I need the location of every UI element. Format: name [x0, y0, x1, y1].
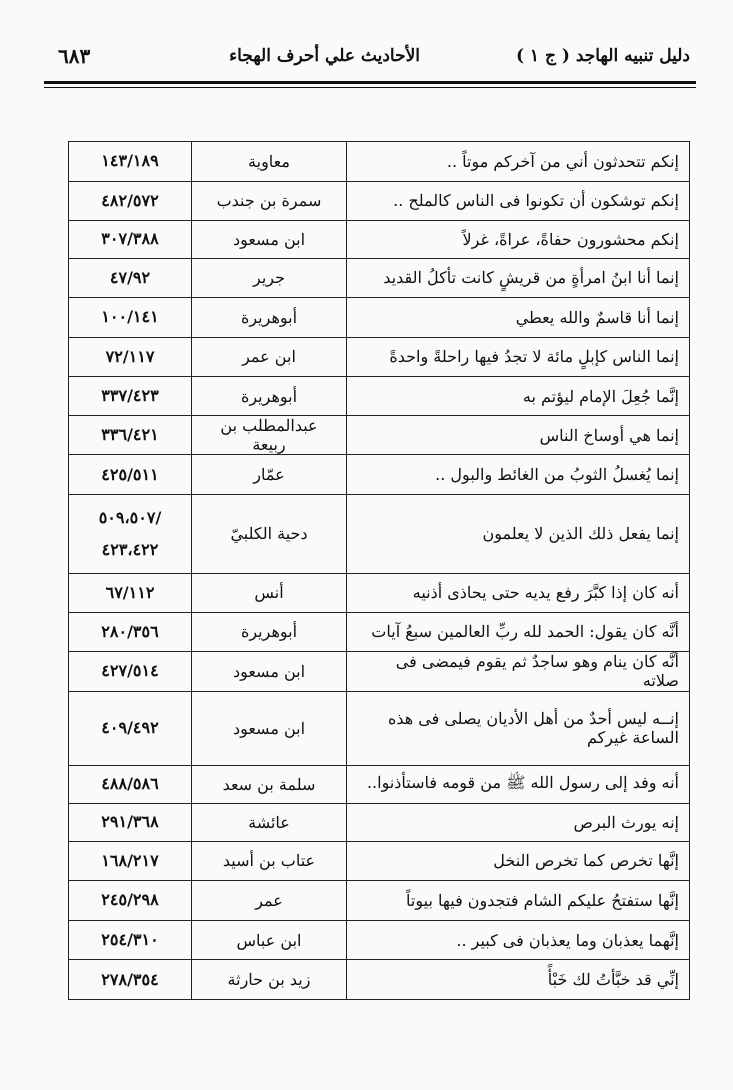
reference-number: ٦٧/١١٢ [105, 582, 155, 602]
reference-number: ٤٨٨/٥٨٦ [101, 774, 159, 794]
reference-cell [69, 881, 192, 921]
hadith-text: إنه يورث البرص [347, 804, 690, 842]
hadith-text: إنكم توشكون أن تكونوا فى الناس كالملح .. [347, 181, 690, 221]
narrator: ابن مسعود [192, 221, 347, 259]
table-row [69, 221, 690, 259]
hadith-text: إنــه ليس أحدٌ من أهل الأديان يصلى فى هذه الساعة غيركم [347, 691, 690, 765]
reference-cell [69, 258, 192, 298]
reference-number: ٤٢٧/٥١٤ [101, 661, 159, 681]
reference-number: ٤٨٢/٥٧٢ [101, 190, 159, 210]
reference-cell [69, 920, 192, 960]
narrator: عتاب بن أسيد [192, 841, 347, 881]
table-row [69, 573, 690, 612]
table-row [69, 258, 690, 298]
reference-cell [69, 691, 192, 765]
narrator: زيد بن حارثة [192, 960, 347, 1000]
hadith-text: إنما هي أوساخ الناس [347, 415, 690, 455]
table-row [69, 765, 690, 804]
table-row [69, 455, 690, 495]
narrator: سلمة بن سعد [192, 765, 347, 804]
reference-number: ٢٧٨/٣٥٤ [101, 969, 159, 989]
reference-number: ٢٤٥/٢٩٨ [101, 890, 159, 910]
reference-number: ٧٢/١١٧ [105, 346, 155, 366]
reference-number: ٣٣٧/٤٢٣ [101, 386, 159, 406]
table-row [69, 804, 690, 842]
hadith-text: إنما يفعل ذلك الذين لا يعلمون [347, 494, 690, 573]
table-row [69, 841, 690, 881]
reference-cell [69, 337, 192, 377]
page-header [50, 42, 690, 72]
reference-number: ٢٥٤/٣١٠ [101, 930, 159, 950]
hadith-text: إنكم محشورون حفاةً، عراةً، غرلاً [347, 221, 690, 259]
hadith-text: إنَّما جُعِلَ الإمام ليؤتم به [347, 377, 690, 416]
narrator: عائشة [192, 804, 347, 842]
reference-number: ٢٩١/٣٦٨ [101, 812, 159, 832]
reference-cell [69, 181, 192, 221]
narrator: أبوهريرة [192, 298, 347, 338]
reference-cell [69, 612, 192, 652]
reference-cell [69, 298, 192, 338]
reference-cell [69, 652, 192, 692]
hadith-table-body [69, 142, 690, 1000]
narrator: دحية الكلبيّ [192, 494, 347, 573]
page-number: ٦٨٣ [58, 44, 91, 68]
reference-number: ٣٠٧/٣٨٨ [101, 229, 159, 249]
reference-cell [69, 455, 192, 495]
reference-number: ٤٢٥/٥١١ [101, 464, 159, 484]
hadith-text: إنِّي قد خبَّأتُ لك خَبْأً [347, 960, 690, 1000]
section-title: الأحاديث علي أحرف الهجاء [229, 46, 420, 66]
reference-cell [69, 377, 192, 416]
reference-cell [69, 221, 192, 259]
table-row [69, 142, 690, 182]
hadith-text: أنَّه كان ينام وهو ساجدٌ ثم يقوم فيمضى فى صلاته [347, 652, 690, 692]
reference-number: ٤٠٩/٤٩٢ [101, 718, 159, 738]
hadith-text: إنما أنا قاسمٌ والله يعطي [347, 298, 690, 338]
hadith-text: إنما أنا ابنُ امرأةٍ من قريشٍ كانت تأكلُ القديد [347, 258, 690, 298]
narrator: عبدالمطلب بن ربيعة [192, 415, 347, 455]
narrator: ابن عمر [192, 337, 347, 377]
reference-cell [69, 494, 192, 573]
narrator: سمرة بن جندب [192, 181, 347, 221]
narrator: عمر [192, 881, 347, 921]
narrator: أبوهريرة [192, 377, 347, 416]
reference-cell [69, 841, 192, 881]
narrator: أبوهريرة [192, 612, 347, 652]
reference-cell [69, 765, 192, 804]
book-title: دليل تنبيه الهاجد ( ج ١ ) [515, 46, 690, 66]
reference-number: /٥٠٩،٥٠٧ [98, 507, 162, 527]
hadith-text: أنه وفد إلى رسول الله ﷺ من قومه فاستأذنوا.. [347, 765, 690, 804]
narrator: ابن عباس [192, 920, 347, 960]
table-row [69, 298, 690, 338]
hadith-text: إنما الناس كإبلٍ مائة لا تجدُ فيها راحلةً واحدةً [347, 337, 690, 377]
reference-cell [69, 142, 192, 182]
narrator: ابن مسعود [192, 652, 347, 692]
table-row [69, 881, 690, 921]
reference-cell [69, 573, 192, 612]
header-rule-thick [44, 81, 696, 84]
hadith-index-table [68, 141, 690, 1000]
hadith-text: إنَّها ستفتحُ عليكم الشام فتجدون فيها بيوتاً [347, 881, 690, 921]
reference-number: ٢٨٠/٣٥٦ [101, 621, 159, 641]
hadith-text: إنما يُغسلُ الثوبُ من الغائط والبول .. [347, 455, 690, 495]
hadith-text: إنَّهما يعذبان وما يعذبان فى كبير .. [347, 920, 690, 960]
table-row [69, 612, 690, 652]
hadith-text: أنه كان إذا كبَّرَ رفع يديه حتى يحاذى أذنيه [347, 573, 690, 612]
reference-cell [69, 415, 192, 455]
table-row [69, 920, 690, 960]
table-row [69, 181, 690, 221]
reference-cell [69, 960, 192, 1000]
narrator: عمّار [192, 455, 347, 495]
hadith-text: إنكم تتحدثون أني من آخركم موتاً .. [347, 142, 690, 182]
reference-number: ١٠٠/١٤١ [101, 307, 159, 327]
table-row [69, 337, 690, 377]
table-row [69, 960, 690, 1000]
reference-number-continued: ٤٢٣،٤٢٢ [101, 539, 159, 559]
table-row [69, 415, 690, 455]
table-row [69, 652, 690, 692]
table-row [69, 691, 690, 765]
reference-number: ١٤٣/١٨٩ [101, 151, 159, 171]
table-row [69, 494, 690, 573]
narrator: ابن مسعود [192, 691, 347, 765]
reference-number: ١٦٨/٢١٧ [101, 850, 159, 870]
header-rule-thin [44, 87, 696, 88]
table-row [69, 377, 690, 416]
reference-cell [69, 804, 192, 842]
reference-number: ٣٣٦/٤٢١ [101, 425, 159, 445]
narrator: جرير [192, 258, 347, 298]
narrator: أنس [192, 573, 347, 612]
hadith-text: أنَّه كان يقول: الحمد لله ربِّ العالمين سبعُ آيات [347, 612, 690, 652]
narrator: معاوية [192, 142, 347, 182]
reference-number: ٤٧/٩٢ [109, 267, 151, 287]
hadith-text: إنَّها تخرص كما تخرص النخل [347, 841, 690, 881]
